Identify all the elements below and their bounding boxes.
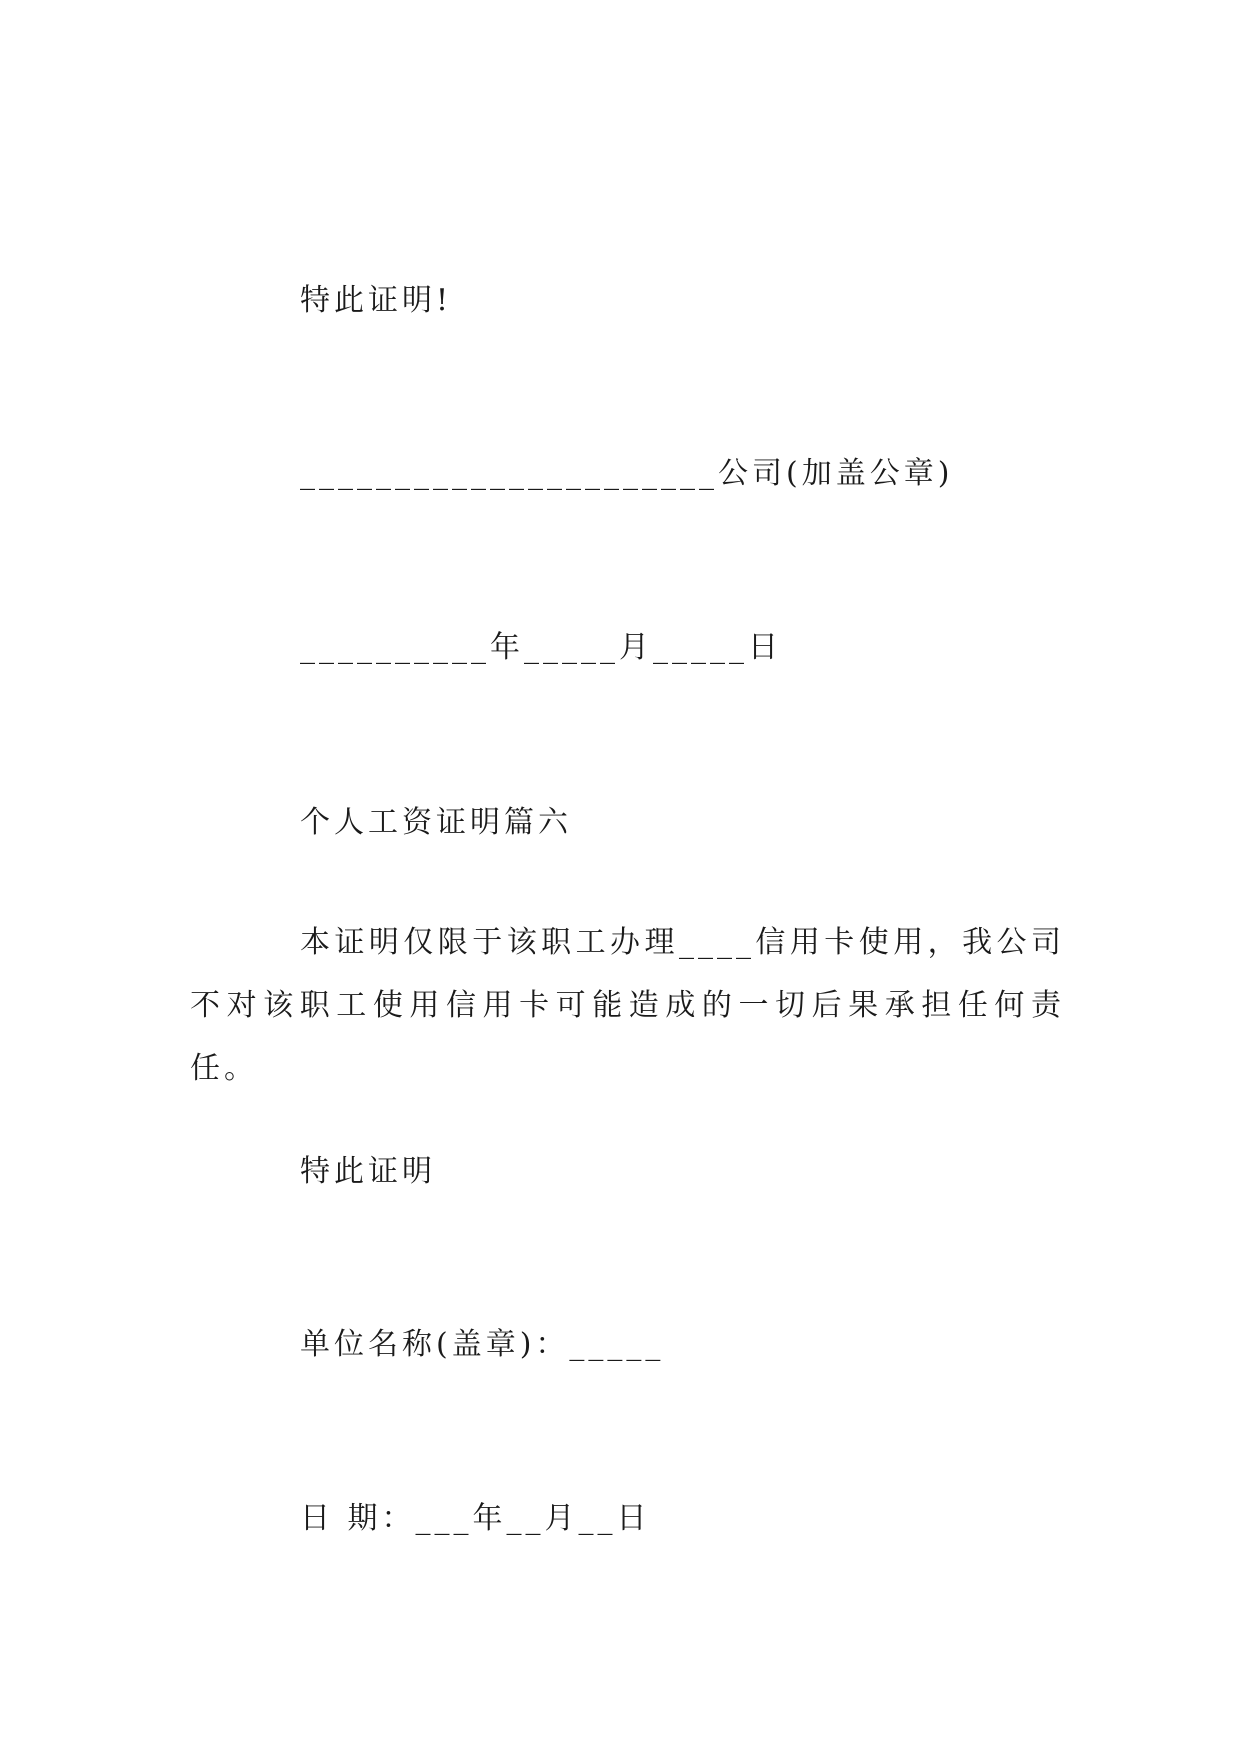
certify-statement-2: 特此证明	[300, 1154, 436, 1189]
body-paragraph: 本证明仅限于该职工办理____信用卡使用，我公司不对该职工使用信用卡可能造成的一切后果承担任何责任。	[190, 925, 1065, 1086]
unit-name-line: 单位名称(盖章)：_____	[300, 1327, 665, 1362]
company-seal-line: ______________________公司(加盖公章)	[300, 456, 954, 491]
section-heading: 个人工资证明篇六	[300, 805, 572, 840]
date-line-1: __________年_____月_____日	[300, 630, 782, 665]
date-line-2: 日 期：___年__月__日	[300, 1501, 651, 1536]
certify-statement-1: 特此证明!	[300, 283, 453, 318]
